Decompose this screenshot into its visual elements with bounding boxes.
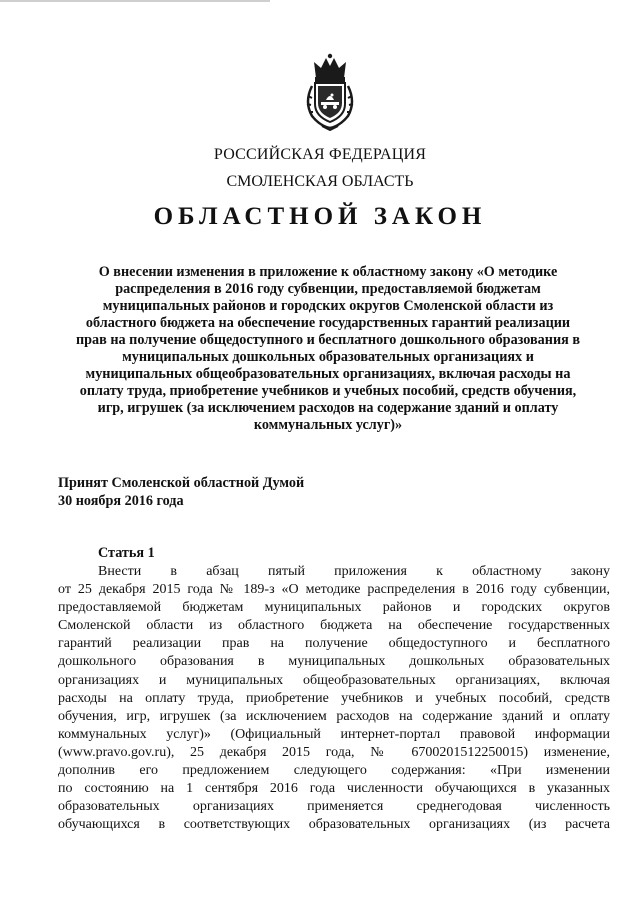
body-line: Смоленской области из областного бюджета на обеспечение государственных bbox=[58, 618, 610, 634]
article-heading: Статья 1 bbox=[98, 545, 155, 561]
body-line: организациях и муниципальных общеобразовательных организациях, включая bbox=[58, 672, 610, 688]
document-type: ОБЛАСТНОЙ ЗАКОН bbox=[153, 203, 487, 230]
body-line: обучающихся в соответствующих образовательных организациях (из расчета bbox=[58, 817, 610, 833]
title-line: оплату труда, приобретение учебников и учебных пособий, средств обучения, bbox=[79, 383, 577, 399]
body-line: от 25 декабря 2015 года № 189-з «О методике распределения в 2016 году субвенции, bbox=[58, 582, 610, 598]
body-line: предоставляемой бюджетам муниципальных районов и городских округов bbox=[58, 600, 610, 616]
title-line: муниципальных дошкольных образовательных организациях и bbox=[122, 349, 534, 365]
body-line: (www.pravo.gov.ru), 25 декабря 2015 года, № 6700201512250015) изменение, bbox=[58, 744, 610, 760]
scan-edge bbox=[0, 0, 270, 2]
body-line: расходы на оплату труда, приобретение учебников и учебных пособий, средств bbox=[58, 690, 610, 706]
title-line: муниципальных общеобразовательных организациях, включая расходы на bbox=[85, 366, 571, 382]
body-line: образовательных организациях применяется среднегодовая численность bbox=[58, 799, 610, 815]
article-body bbox=[58, 563, 610, 834]
adoption-note bbox=[58, 474, 304, 510]
adoption-line: Принят Смоленской областной Думой bbox=[58, 475, 305, 491]
body-line: дошкольного образования в муниципальных дошкольных образовательных bbox=[58, 654, 610, 670]
adoption-date: 30 ноября 2016 года bbox=[58, 493, 184, 509]
body-line: Внести в абзац пятый приложения к областному закону bbox=[98, 564, 610, 579]
title-line: прав на получение общедоступного и бесплатного дошкольного образования в bbox=[75, 332, 581, 348]
title-line: коммунальных услуг)» bbox=[253, 417, 403, 433]
title-line: областного бюджета на обеспечение государственных гарантий реализации bbox=[85, 315, 571, 331]
body-line: дополнив его предложением следующего содержания: «При изменении bbox=[58, 763, 610, 779]
title-line: О внесении изменения в приложение к областному закону «О методике bbox=[98, 264, 558, 280]
country-name: РОССИЙСКАЯ ФЕДЕРАЦИЯ bbox=[213, 146, 427, 163]
body-line: коммунальных услуг)» (Официальный интернет-портал правовой информации bbox=[58, 726, 610, 742]
title-line: распределения в 2016 году субвенции, предоставляемой бюджетам bbox=[115, 281, 541, 297]
region-name: СМОЛЕНСКАЯ ОБЛАСТЬ bbox=[226, 173, 414, 190]
title-line: муниципальных районов и городских округов Смоленской области из bbox=[102, 298, 554, 314]
coat-of-arms-icon bbox=[296, 52, 364, 132]
body-line: гарантий реализации прав на получение общедоступного и бесплатного bbox=[58, 636, 610, 652]
law-title bbox=[58, 264, 598, 434]
body-line: обучения, игр, игрушек (за исключением расходов на содержание зданий и оплату bbox=[58, 708, 610, 724]
title-line: игр, игрушек (за исключением расходов на содержание зданий и оплату bbox=[97, 400, 559, 416]
body-line: по состоянию на 1 сентября 2016 года численности обучающихся в указанных bbox=[58, 781, 610, 797]
